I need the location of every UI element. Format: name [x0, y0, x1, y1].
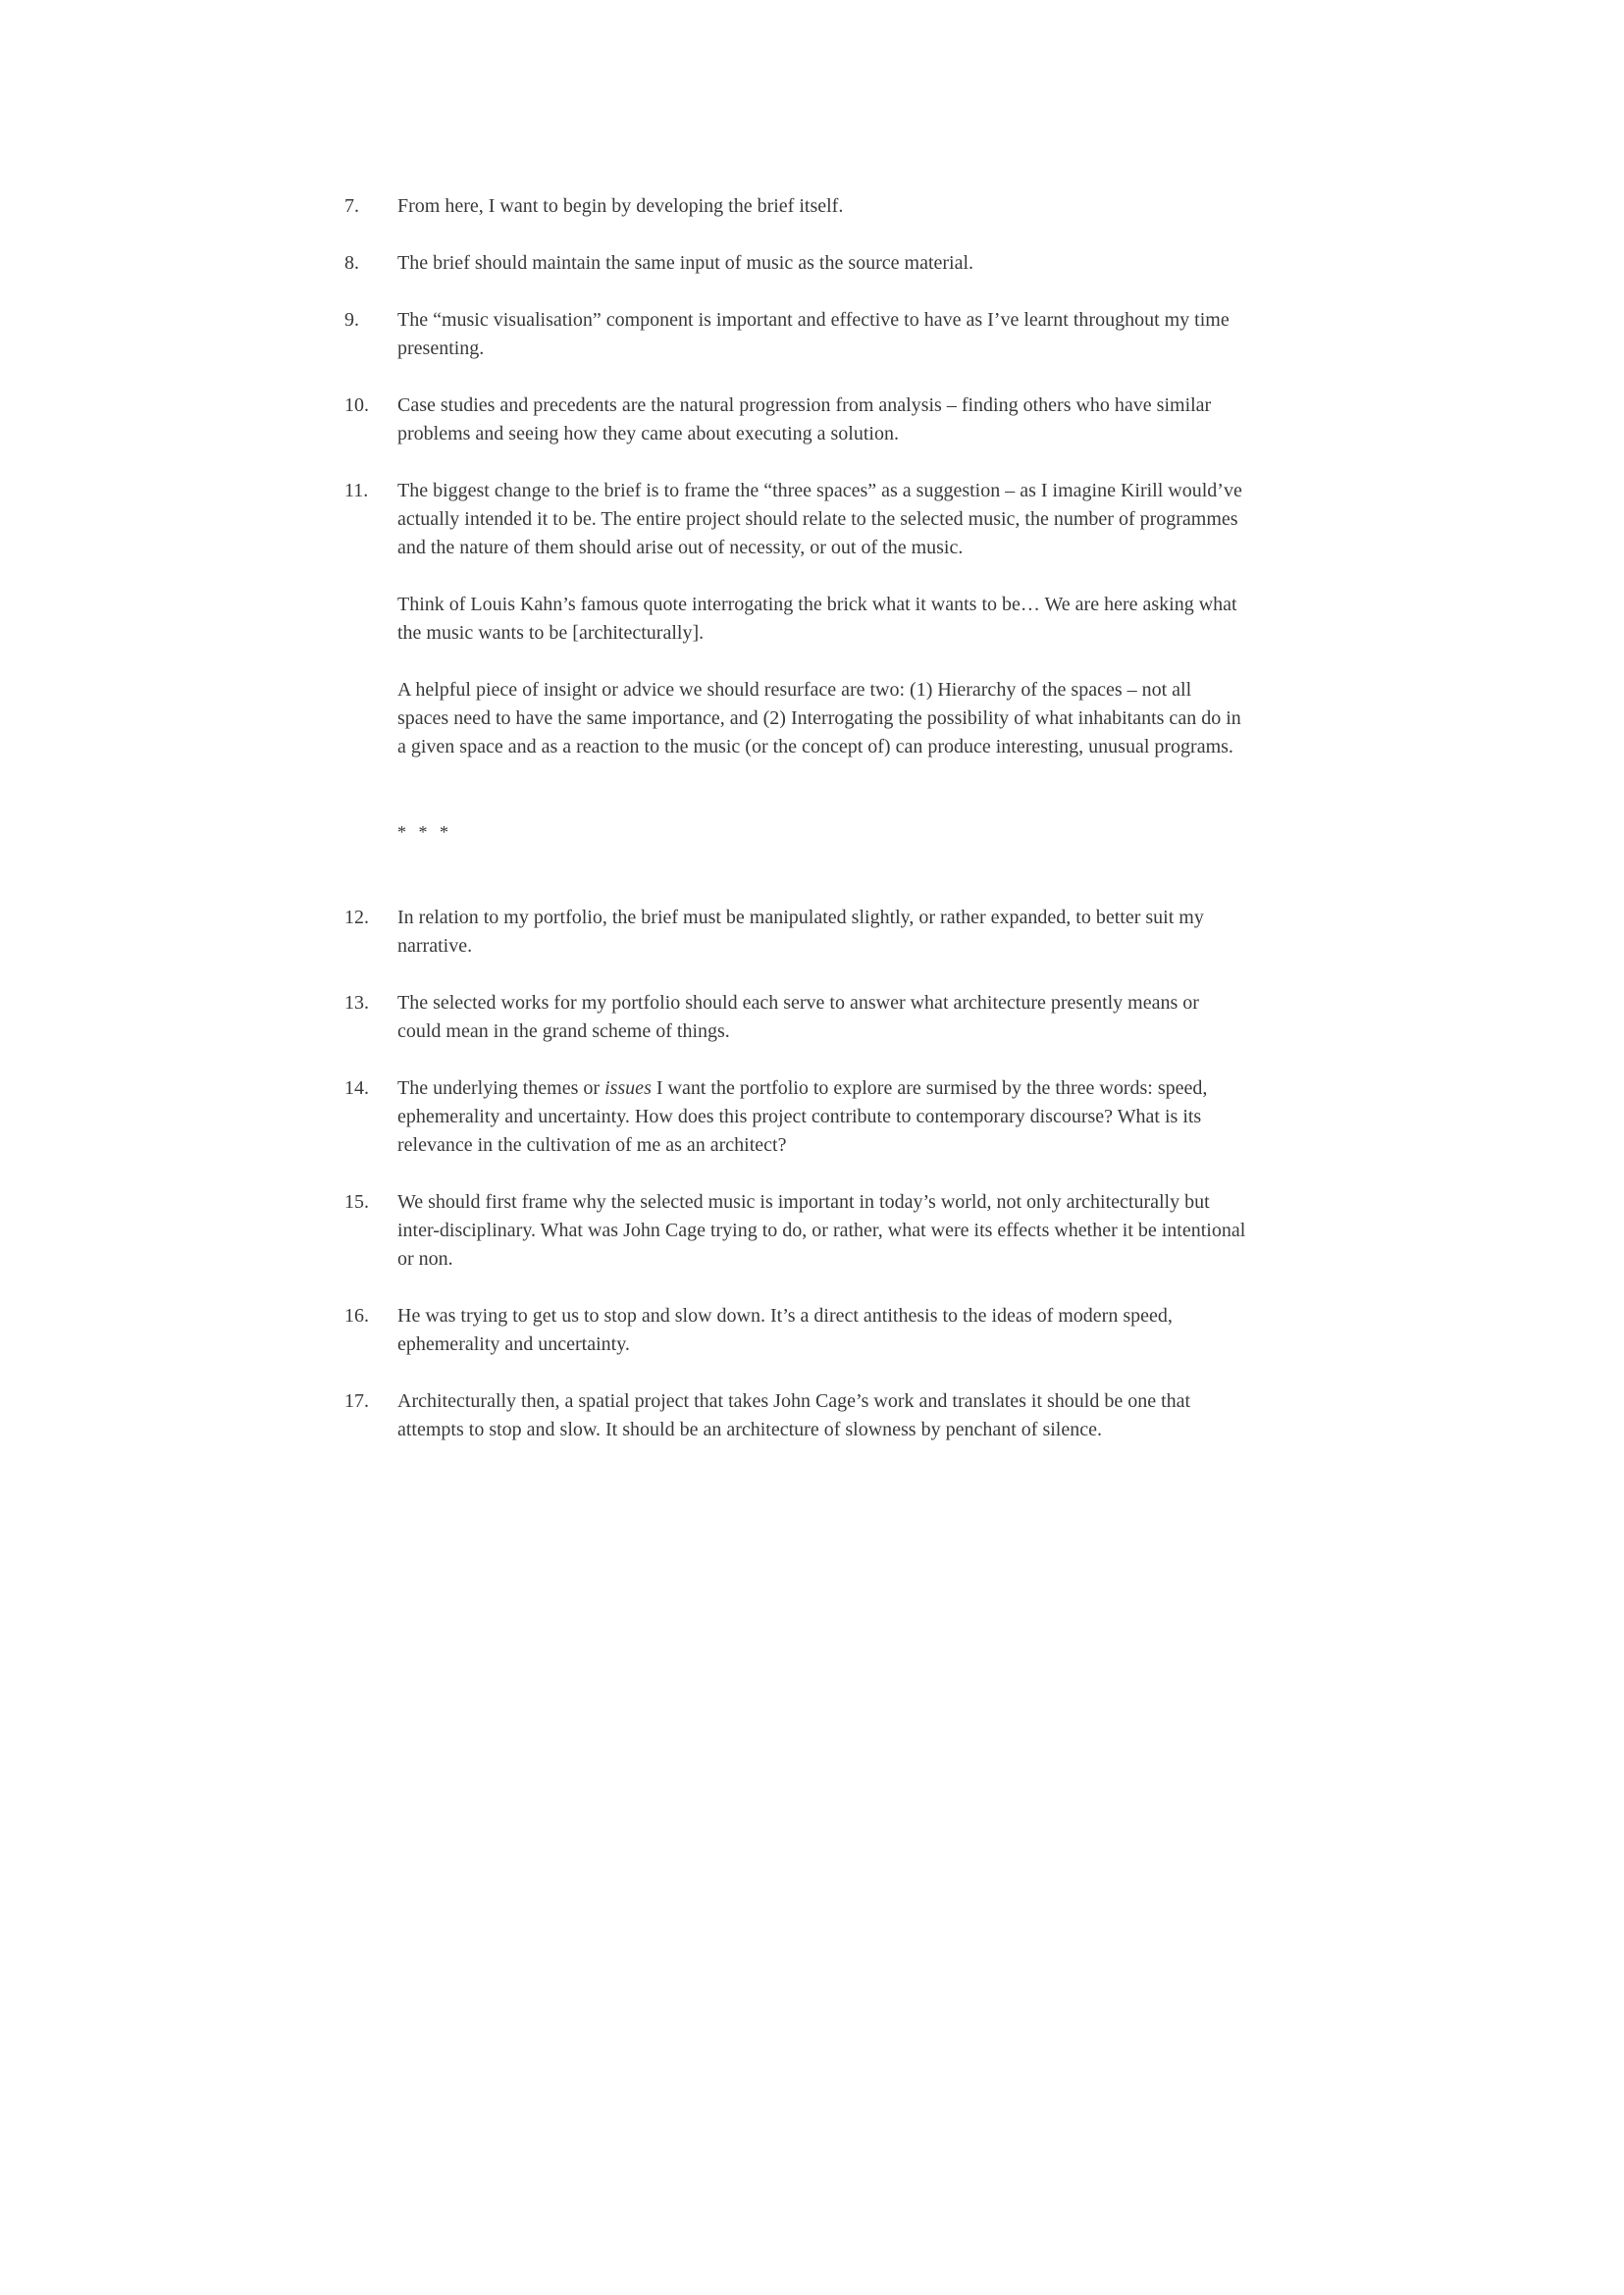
item-text: [397, 1074, 1247, 1160]
item-number: 16.: [344, 1305, 369, 1327]
item-number: 7.: [344, 195, 359, 217]
item-number: 12.: [344, 907, 369, 928]
item-text: The biggest change to the brief is to frame the “three spaces” as a suggestion – as I imagine Kirill would’ve actually intended it to be. The entire project should relate to the selected music, the number of programmes and the nature of them should arise out of necessity, or out of the music.: [397, 480, 1242, 558]
item-text: From here, I want to begin by developing the brief itself.: [397, 195, 844, 217]
list-item-8: [344, 249, 1247, 278]
list-item-9: [344, 306, 1247, 363]
item-text: The “music visualisation” component is important and effective to have as I’ve learnt throughout my time presenting.: [397, 309, 1230, 359]
item-number: 10.: [344, 394, 369, 416]
list-item-11: [344, 477, 1247, 562]
item-text-italic: issues: [604, 1077, 652, 1099]
item-text: A helpful piece of insight or advice we should resurface are two: (1) Hierarchy of the spaces – not all spaces need to have the same importance, and (2) Interrogating the possibility of what inhabitants can do in a given space and as a reaction to the music (or the concept of) can produce interesting, unusual programs.: [397, 679, 1241, 757]
list-item-11-continued: [344, 591, 1247, 648]
item-text: The selected works for my portfolio should each serve to answer what architecture presently means or could mean in the grand scheme of things.: [397, 992, 1199, 1042]
numbered-notes-list: [344, 192, 1247, 1444]
section-separator: * * *: [397, 822, 452, 842]
list-item-11-continued-2: [344, 676, 1247, 761]
list-item-10: [344, 391, 1247, 448]
item-number: 17.: [344, 1390, 369, 1412]
list-item-13: [344, 989, 1247, 1046]
item-text-after: I want the portfolio to explore are surmised by the three words: speed, ephemerality and uncertainty. How does this project contribute to contemporary discourse? What is its relevance in the cultivation of me as an architect?: [397, 1077, 1208, 1156]
item-text: Think of Louis Kahn’s famous quote interrogating the brick what it wants to be… We are here asking what the music wants to be [architecturally].: [397, 594, 1237, 644]
item-text: He was trying to get us to stop and slow down. It’s a direct antithesis to the ideas of modern speed, ephemerality and uncertainty.: [397, 1305, 1173, 1355]
item-number: 13.: [344, 992, 369, 1014]
list-item-16: [344, 1302, 1247, 1359]
item-text: Architecturally then, a spatial project that takes John Cage’s work and translates it should be one that attempts to stop and slow. It should be an architecture of slowness by penchant of silence.: [397, 1390, 1191, 1440]
item-number: 9.: [344, 309, 359, 331]
list-item-17: [344, 1387, 1247, 1444]
list-item-14: [344, 1074, 1247, 1160]
item-number: 11.: [344, 480, 369, 501]
list-item-7: [344, 192, 1247, 221]
item-text: In relation to my portfolio, the brief must be manipulated slightly, or rather expanded, to better suit my narrative.: [397, 907, 1204, 957]
item-number: 15.: [344, 1191, 369, 1213]
list-item-12: [344, 904, 1247, 961]
item-text-before: The underlying themes or: [397, 1077, 605, 1099]
item-number: 8.: [344, 252, 359, 274]
item-text: We should first frame why the selected music is important in today’s world, not only architecturally but inter-disciplinary. What was John Cage trying to do, or rather, what were its effects whether it be intentional or non.: [397, 1191, 1246, 1270]
item-text: Case studies and precedents are the natural progression from analysis – finding others who have similar problems and seeing how they came about executing a solution.: [397, 394, 1212, 444]
item-text: The brief should maintain the same input of music as the source material.: [397, 252, 974, 274]
item-number: 14.: [344, 1077, 369, 1099]
list-item-15: [344, 1188, 1247, 1274]
